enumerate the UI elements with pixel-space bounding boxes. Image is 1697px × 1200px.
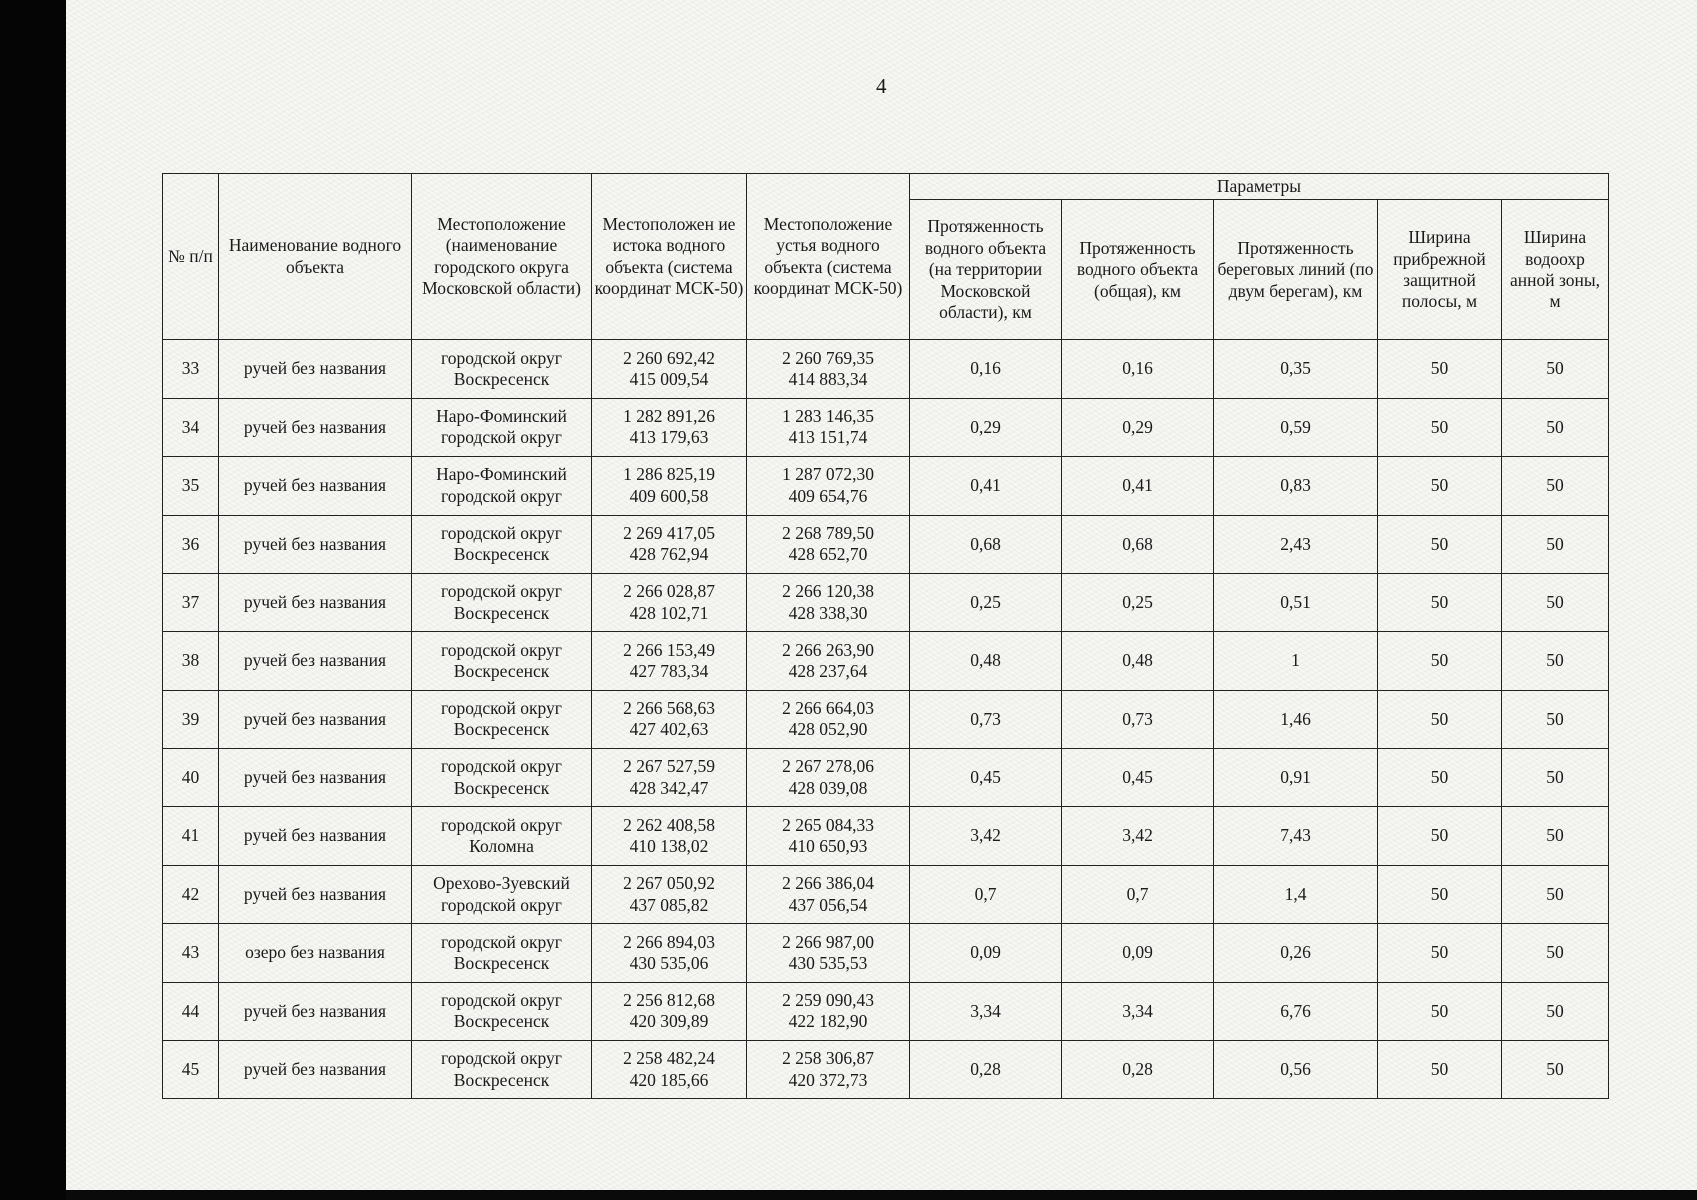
- cell-source-coords-line-1: 2 266 028,87: [623, 581, 715, 602]
- cell-water-zone: 50: [1502, 865, 1609, 923]
- cell-mouth-coords-line-1: 1 283 146,35: [782, 406, 874, 427]
- table-header: [163, 174, 1609, 340]
- cell-length-total: 0,25: [1062, 573, 1214, 631]
- cell-mouth-coords-line-1: 2 260 769,35: [782, 347, 874, 368]
- cell-water-zone: 50: [1502, 457, 1609, 515]
- cell-source-coords: [592, 865, 747, 923]
- cell-shore-length: 0,91: [1214, 749, 1378, 807]
- table-body: [163, 340, 1609, 1099]
- cell-coastal-strip: 50: [1378, 690, 1502, 748]
- cell-coastal-strip: 50: [1378, 515, 1502, 573]
- cell-coastal-strip: 50: [1378, 632, 1502, 690]
- page-number: 4: [876, 74, 887, 98]
- cell-source-coords: [592, 924, 747, 982]
- cell-source-coords-line-2: 415 009,54: [629, 369, 709, 390]
- cell-source-coords: [592, 807, 747, 865]
- cell-mouth-coords-line-1: 2 266 987,00: [782, 931, 874, 952]
- header-source: Местоположен ие истока водного объекта (система координат МСК-50): [592, 174, 747, 340]
- cell-length-mo: 0,48: [910, 632, 1062, 690]
- cell-location: [412, 690, 592, 748]
- cell-coastal-strip: 50: [1378, 924, 1502, 982]
- cell-location-line-2: Воскресенск: [453, 777, 550, 798]
- cell-location-line-2: Воскресенск: [453, 1069, 550, 1090]
- cell-source-coords-line-1: 2 267 527,59: [623, 756, 715, 777]
- cell-mouth-coords-line-1: 2 258 306,87: [782, 1048, 874, 1069]
- table-row: [163, 690, 1609, 748]
- cell-location-line-1: городской округ: [441, 931, 562, 952]
- scan-dark-edge-left: [0, 0, 66, 1200]
- cell-shore-length: 2,43: [1214, 515, 1378, 573]
- cell-length-total: 3,34: [1062, 982, 1214, 1040]
- cell-location-line-2: Воскресенск: [453, 369, 550, 390]
- cell-length-mo: 0,16: [910, 340, 1062, 398]
- cell-mouth-coords: [747, 457, 910, 515]
- cell-num: 33: [163, 340, 219, 398]
- cell-name: ручей без названия: [219, 457, 412, 515]
- cell-mouth-coords-line-1: 2 266 120,38: [782, 581, 874, 602]
- cell-name: ручей без названия: [219, 515, 412, 573]
- cell-mouth-coords-line-2: 420 372,73: [788, 1069, 868, 1090]
- cell-length-mo: 3,42: [910, 807, 1062, 865]
- cell-length-mo: 0,09: [910, 924, 1062, 982]
- cell-source-coords-line-2: 420 309,89: [629, 1011, 709, 1032]
- cell-coastal-strip: 50: [1378, 982, 1502, 1040]
- cell-coastal-strip: 50: [1378, 749, 1502, 807]
- cell-source-coords-line-1: 2 258 482,24: [623, 1048, 715, 1069]
- document-page: [66, 0, 1697, 1190]
- cell-shore-length: 1: [1214, 632, 1378, 690]
- cell-num: 37: [163, 573, 219, 631]
- cell-location-line-2: Воскресенск: [453, 602, 550, 623]
- header-coastal-strip: Ширина прибрежной защитной полосы, м: [1378, 200, 1502, 340]
- cell-coastal-strip: 50: [1378, 398, 1502, 456]
- cell-location-line-1: Наро-Фоминский: [436, 464, 567, 485]
- cell-length-total: 0,41: [1062, 457, 1214, 515]
- table-row: [163, 515, 1609, 573]
- cell-name: ручей без названия: [219, 982, 412, 1040]
- cell-shore-length: 7,43: [1214, 807, 1378, 865]
- cell-mouth-coords: [747, 573, 910, 631]
- cell-source-coords-line-1: 2 256 812,68: [623, 989, 715, 1010]
- table-row: [163, 1041, 1609, 1099]
- cell-source-coords-line-2: 427 402,63: [629, 719, 709, 740]
- cell-source-coords-line-1: 2 266 153,49: [623, 639, 715, 660]
- cell-mouth-coords-line-1: 1 287 072,30: [782, 464, 874, 485]
- cell-num: 41: [163, 807, 219, 865]
- cell-length-total: 0,09: [1062, 924, 1214, 982]
- cell-name: ручей без названия: [219, 398, 412, 456]
- cell-water-zone: 50: [1502, 690, 1609, 748]
- cell-mouth-coords-line-1: 2 266 263,90: [782, 639, 874, 660]
- cell-location: [412, 982, 592, 1040]
- cell-length-total: 3,42: [1062, 807, 1214, 865]
- cell-name: ручей без названия: [219, 573, 412, 631]
- cell-location: [412, 632, 592, 690]
- cell-length-total: 0,16: [1062, 340, 1214, 398]
- cell-length-mo: 0,25: [910, 573, 1062, 631]
- header-length-total: Протяженность водного объекта (общая), км: [1062, 200, 1214, 340]
- cell-mouth-coords: [747, 1041, 910, 1099]
- cell-mouth-coords-line-2: 428 237,64: [788, 660, 868, 681]
- cell-name: ручей без названия: [219, 807, 412, 865]
- header-water-zone: Ширина водоохр анной зоны, м: [1502, 200, 1609, 340]
- cell-name: ручей без названия: [219, 340, 412, 398]
- cell-name: ручей без названия: [219, 865, 412, 923]
- cell-shore-length: 0,83: [1214, 457, 1378, 515]
- cell-mouth-coords-line-2: 428 652,70: [788, 544, 868, 565]
- cell-mouth-coords: [747, 807, 910, 865]
- cell-mouth-coords: [747, 982, 910, 1040]
- cell-location-line-1: Наро-Фоминский: [436, 406, 567, 427]
- cell-mouth-coords-line-2: 409 654,76: [788, 485, 868, 506]
- cell-length-total: 0,48: [1062, 632, 1214, 690]
- header-mouth: Местоположение устья водного объекта (система координат МСК-50): [747, 174, 910, 340]
- cell-location-line-2: Воскресенск: [453, 660, 550, 681]
- cell-location: [412, 749, 592, 807]
- cell-source-coords: [592, 982, 747, 1040]
- cell-water-zone: 50: [1502, 340, 1609, 398]
- cell-shore-length: 1,46: [1214, 690, 1378, 748]
- header-shore-length: Протяженность береговых линий (по двум берегам), км: [1214, 200, 1378, 340]
- cell-location-line-2: Воскресенск: [453, 1011, 550, 1032]
- cell-shore-length: 0,56: [1214, 1041, 1378, 1099]
- cell-location-line-2: Воскресенск: [453, 719, 550, 740]
- cell-length-total: 0,68: [1062, 515, 1214, 573]
- cell-mouth-coords-line-1: 2 266 664,03: [782, 698, 874, 719]
- cell-water-zone: 50: [1502, 807, 1609, 865]
- header-name: Наименование водного объекта: [219, 174, 412, 340]
- cell-source-coords-line-1: 2 267 050,92: [623, 873, 715, 894]
- cell-location-line-1: городской округ: [441, 814, 562, 835]
- cell-name: ручей без названия: [219, 690, 412, 748]
- cell-source-coords-line-1: 2 269 417,05: [623, 522, 715, 543]
- cell-location-line-1: городской округ: [441, 347, 562, 368]
- cell-coastal-strip: 50: [1378, 340, 1502, 398]
- cell-source-coords: [592, 515, 747, 573]
- cell-location-line-1: городской округ: [441, 1048, 562, 1069]
- table-row: [163, 398, 1609, 456]
- table-row: [163, 573, 1609, 631]
- cell-location-line-2: Воскресенск: [453, 952, 550, 973]
- cell-length-total: 0,45: [1062, 749, 1214, 807]
- cell-source-coords-line-2: 428 762,94: [629, 544, 709, 565]
- cell-shore-length: 0,35: [1214, 340, 1378, 398]
- cell-length-total: 0,28: [1062, 1041, 1214, 1099]
- table-row: [163, 865, 1609, 923]
- cell-mouth-coords-line-2: 437 056,54: [788, 894, 868, 915]
- cell-location: [412, 865, 592, 923]
- table-row: [163, 749, 1609, 807]
- cell-location-line-1: городской округ: [441, 639, 562, 660]
- cell-length-mo: 0,41: [910, 457, 1062, 515]
- cell-num: 40: [163, 749, 219, 807]
- cell-location-line-1: городской округ: [441, 756, 562, 777]
- cell-source-coords: [592, 690, 747, 748]
- cell-location-line-2: городской округ: [441, 894, 562, 915]
- header-length-mo: Протяженность водного объекта (на территории Московской области), км: [910, 200, 1062, 340]
- cell-mouth-coords-line-2: 428 039,08: [788, 777, 868, 798]
- cell-mouth-coords-line-2: 414 883,34: [788, 369, 868, 390]
- cell-mouth-coords-line-2: 410 650,93: [788, 836, 868, 857]
- cell-mouth-coords: [747, 515, 910, 573]
- cell-num: 34: [163, 398, 219, 456]
- cell-source-coords-line-1: 1 282 891,26: [623, 406, 715, 427]
- cell-water-zone: 50: [1502, 982, 1609, 1040]
- cell-source-coords: [592, 398, 747, 456]
- cell-mouth-coords: [747, 690, 910, 748]
- cell-source-coords-line-1: 2 262 408,58: [623, 814, 715, 835]
- cell-name: озеро без названия: [219, 924, 412, 982]
- cell-coastal-strip: 50: [1378, 865, 1502, 923]
- cell-location-line-2: Воскресенск: [453, 544, 550, 565]
- cell-length-total: 0,29: [1062, 398, 1214, 456]
- cell-name: ручей без названия: [219, 1041, 412, 1099]
- cell-water-zone: 50: [1502, 398, 1609, 456]
- table-row: [163, 340, 1609, 398]
- cell-length-mo: 0,68: [910, 515, 1062, 573]
- cell-mouth-coords: [747, 632, 910, 690]
- cell-length-mo: 0,28: [910, 1041, 1062, 1099]
- cell-num: 42: [163, 865, 219, 923]
- water-objects-table: [162, 173, 1609, 1099]
- scan-dark-edge-bottom: [66, 1190, 1697, 1200]
- cell-name: ручей без названия: [219, 632, 412, 690]
- cell-location: [412, 340, 592, 398]
- cell-source-coords: [592, 340, 747, 398]
- cell-mouth-coords-line-1: 2 268 789,50: [782, 522, 874, 543]
- header-params-group: Параметры: [910, 174, 1609, 200]
- cell-shore-length: 0,26: [1214, 924, 1378, 982]
- cell-source-coords-line-2: 428 342,47: [629, 777, 709, 798]
- cell-source-coords: [592, 749, 747, 807]
- cell-num: 35: [163, 457, 219, 515]
- cell-location-line-1: городской округ: [441, 698, 562, 719]
- cell-shore-length: 6,76: [1214, 982, 1378, 1040]
- cell-mouth-coords-line-2: 413 151,74: [788, 427, 868, 448]
- cell-location-line-1: Орехово-Зуевский: [433, 873, 570, 894]
- cell-location-line-1: городской округ: [441, 522, 562, 543]
- cell-num: 36: [163, 515, 219, 573]
- cell-source-coords-line-2: 437 085,82: [629, 894, 709, 915]
- cell-source-coords-line-2: 430 535,06: [629, 952, 709, 973]
- cell-length-total: 0,7: [1062, 865, 1214, 923]
- cell-water-zone: 50: [1502, 749, 1609, 807]
- cell-location: [412, 398, 592, 456]
- cell-location: [412, 807, 592, 865]
- cell-shore-length: 0,51: [1214, 573, 1378, 631]
- cell-mouth-coords: [747, 398, 910, 456]
- cell-source-coords-line-2: 413 179,63: [629, 427, 709, 448]
- cell-location-line-2: городской округ: [441, 485, 562, 506]
- cell-location-line-2: Коломна: [469, 836, 534, 857]
- cell-mouth-coords-line-2: 428 052,90: [788, 719, 868, 740]
- cell-num: 43: [163, 924, 219, 982]
- cell-source-coords: [592, 457, 747, 515]
- cell-water-zone: 50: [1502, 1041, 1609, 1099]
- cell-location: [412, 573, 592, 631]
- table-row: [163, 807, 1609, 865]
- cell-length-mo: 0,45: [910, 749, 1062, 807]
- table-row: [163, 924, 1609, 982]
- cell-mouth-coords-line-1: 2 259 090,43: [782, 989, 874, 1010]
- cell-mouth-coords: [747, 340, 910, 398]
- cell-shore-length: 1,4: [1214, 865, 1378, 923]
- cell-source-coords-line-2: 410 138,02: [629, 836, 709, 857]
- cell-mouth-coords-line-1: 2 266 386,04: [782, 873, 874, 894]
- cell-mouth-coords-line-2: 422 182,90: [788, 1011, 868, 1032]
- cell-name: ручей без названия: [219, 749, 412, 807]
- cell-source-coords-line-2: 428 102,71: [629, 602, 709, 623]
- cell-length-total: 0,73: [1062, 690, 1214, 748]
- cell-length-mo: 0,7: [910, 865, 1062, 923]
- cell-num: 38: [163, 632, 219, 690]
- cell-location: [412, 515, 592, 573]
- cell-mouth-coords-line-1: 2 267 278,06: [782, 756, 874, 777]
- cell-water-zone: 50: [1502, 573, 1609, 631]
- cell-mouth-coords: [747, 865, 910, 923]
- cell-mouth-coords: [747, 749, 910, 807]
- cell-coastal-strip: 50: [1378, 1041, 1502, 1099]
- cell-location: [412, 924, 592, 982]
- cell-length-mo: 3,34: [910, 982, 1062, 1040]
- table-row: [163, 982, 1609, 1040]
- cell-coastal-strip: 50: [1378, 573, 1502, 631]
- cell-location-line-1: городской округ: [441, 989, 562, 1010]
- cell-location-line-2: городской округ: [441, 427, 562, 448]
- cell-location: [412, 1041, 592, 1099]
- cell-mouth-coords-line-2: 430 535,53: [788, 952, 868, 973]
- table-row: [163, 632, 1609, 690]
- cell-water-zone: 50: [1502, 924, 1609, 982]
- cell-mouth-coords-line-2: 428 338,30: [788, 602, 868, 623]
- cell-coastal-strip: 50: [1378, 807, 1502, 865]
- header-location: Местоположение (наименование городского округа Московской области): [412, 174, 592, 340]
- cell-num: 45: [163, 1041, 219, 1099]
- cell-num: 44: [163, 982, 219, 1040]
- cell-source-coords-line-2: 420 185,66: [629, 1069, 709, 1090]
- cell-source-coords-line-2: 427 783,34: [629, 660, 709, 681]
- cell-length-mo: 0,73: [910, 690, 1062, 748]
- cell-num: 39: [163, 690, 219, 748]
- cell-water-zone: 50: [1502, 515, 1609, 573]
- cell-coastal-strip: 50: [1378, 457, 1502, 515]
- cell-length-mo: 0,29: [910, 398, 1062, 456]
- cell-source-coords-line-1: 1 286 825,19: [623, 464, 715, 485]
- cell-water-zone: 50: [1502, 632, 1609, 690]
- cell-source-coords: [592, 1041, 747, 1099]
- cell-source-coords: [592, 632, 747, 690]
- cell-source-coords-line-2: 409 600,58: [629, 485, 709, 506]
- cell-location: [412, 457, 592, 515]
- cell-source-coords-line-1: 2 266 568,63: [623, 698, 715, 719]
- cell-source-coords-line-1: 2 260 692,42: [623, 347, 715, 368]
- cell-source-coords: [592, 573, 747, 631]
- cell-location-line-1: городской округ: [441, 581, 562, 602]
- cell-mouth-coords: [747, 924, 910, 982]
- cell-shore-length: 0,59: [1214, 398, 1378, 456]
- cell-mouth-coords-line-1: 2 265 084,33: [782, 814, 874, 835]
- cell-source-coords-line-1: 2 266 894,03: [623, 931, 715, 952]
- header-num: № п/п: [163, 174, 219, 340]
- table-row: [163, 457, 1609, 515]
